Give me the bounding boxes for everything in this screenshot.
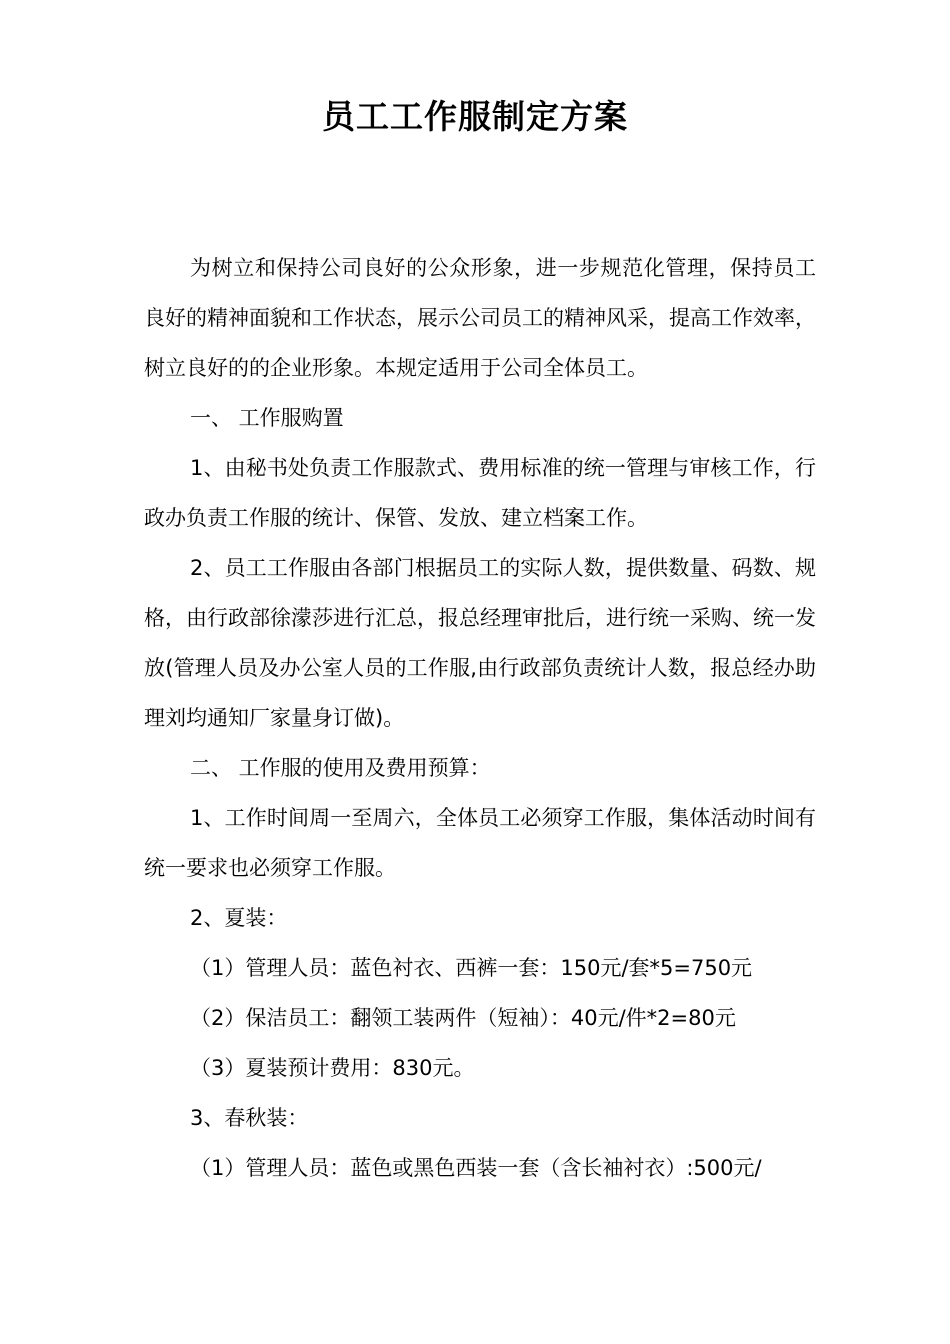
paragraph-purchase-1: 1、由秘书处负责工作服款式、费用标准的统一管理与审核工作，行政办负责工作服的统计、保管、发放、建立档案工作。 xyxy=(144,456,816,530)
section-heading-usage-budget: 二、 工作服的使用及费用预算： xyxy=(190,756,491,780)
document-body xyxy=(144,243,816,1193)
subheading-spring-autumn: 3、春秋装： xyxy=(190,1106,309,1130)
paragraph-purchase-2: 2、员工工作服由各部门根据员工的实际人数，提供数量、码数、规格，由行政部徐濛莎进行汇总，报总经理审批后，进行统一采购、统一发放(管理人员及办公室人员的工作服,由行政部负责统计人数，报总经办助理刘均通知厂家量身订做)。 xyxy=(144,556,816,730)
list-item-summer-cleaners: （2）保洁员工：翻领工装两件（短袖）：40元/件*2=80元 xyxy=(190,1006,736,1030)
subheading-summer: 2、夏装： xyxy=(190,906,288,930)
section-heading-purchase: 一、 工作服购置 xyxy=(190,406,344,430)
list-item-summer-total: （3）夏装预计费用：830元。 xyxy=(190,1056,475,1080)
list-item-spring-managers: （1）管理人员：蓝色或黑色西装一套（含长袖衬衣）:500元/ xyxy=(190,1156,762,1180)
document-title: 员工工作服制定方案 xyxy=(322,97,628,136)
paragraph-intro: 为树立和保持公司良好的公众形象，进一步规范化管理，保持员工良好的精神面貌和工作状态，展示公司员工的精神风采，提高工作效率，树立良好的的企业形象。本规定适用于公司全体员工。 xyxy=(144,256,816,380)
paragraph-usage-1: 1、工作时间周一至周六，全体员工必须穿工作服，集体活动时间有统一要求也必须穿工作服。 xyxy=(144,806,816,880)
list-item-summer-managers: （1）管理人员：蓝色衬衣、西裤一套：150元/套*5=750元 xyxy=(190,956,753,980)
